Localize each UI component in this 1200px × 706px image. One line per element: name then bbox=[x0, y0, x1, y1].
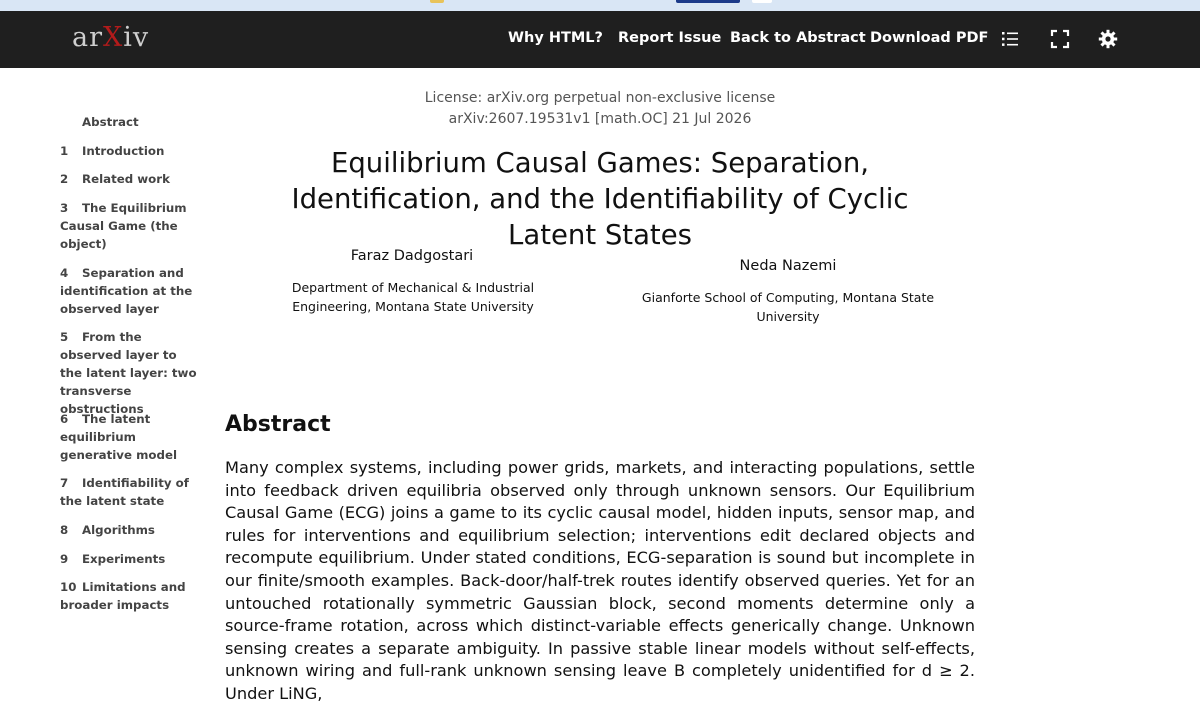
toc-item-algorithms[interactable]: 8 Algorithms bbox=[60, 523, 155, 537]
author-affiliation: Gianforte School of Computing, Montana State University bbox=[641, 290, 935, 324]
settings-icon[interactable] bbox=[1097, 28, 1119, 50]
button-fragment[interactable] bbox=[752, 0, 772, 3]
toc-item-label: Introduction bbox=[82, 144, 165, 158]
toc-item-abstract[interactable] bbox=[60, 113, 200, 131]
toc-item-separation[interactable]: 4 Separation and identification at the observed layer bbox=[60, 266, 193, 316]
abstract-heading: Abstract bbox=[225, 412, 331, 437]
toc-item-label: Experiments bbox=[82, 552, 166, 566]
toc-item-label: Separation and identification at the observed layer bbox=[60, 266, 193, 316]
author-name: Neda Nazemi bbox=[739, 258, 837, 274]
toc-item-equilibrium-causal-game[interactable]: 3 The Equilibrium Causal Game (the object) bbox=[60, 201, 187, 251]
toc-item-label: The latent equilibrium generative model bbox=[60, 412, 177, 462]
toc-item-label: Related work bbox=[82, 172, 170, 186]
toc-item-related-work[interactable]: 2 Related work bbox=[60, 172, 170, 186]
toc-item-label: Limitations and broader impacts bbox=[60, 580, 186, 612]
why-html-link[interactable]: Why HTML? bbox=[508, 30, 603, 46]
toc-item-introduction[interactable]: 1 Introduction bbox=[60, 144, 165, 158]
report-issue-link[interactable]: Report Issue bbox=[618, 30, 722, 46]
arxiv-identifier: arXiv:2607.19531v1 [math.OC] 21 Jul 2026 bbox=[448, 111, 752, 127]
download-pdf-link[interactable]: Download PDF bbox=[870, 30, 989, 46]
author-affiliation: Department of Mechanical & Industrial Engineering, Montana State University bbox=[291, 280, 535, 314]
emoji-icon bbox=[430, 0, 444, 3]
top-nav-bar bbox=[0, 11, 1200, 68]
toc-item-label: Identifiability of the latent state bbox=[60, 476, 189, 508]
author-name: Faraz Dadgostari bbox=[350, 248, 474, 264]
toc-item-observed-to-latent[interactable]: 5 From the observed layer to the latent layer: two transverse obstructions bbox=[60, 330, 197, 416]
toc-item-identifiability[interactable]: 7 Identifiability of the latent state bbox=[60, 476, 189, 508]
toc-item-label: The Equilibrium Causal Game (the object) bbox=[60, 201, 187, 251]
paper-title: Equilibrium Causal Games: Separation, Identification, and the Identifiability of Cyclic Latent States bbox=[291, 147, 909, 251]
link-fragment[interactable] bbox=[676, 0, 740, 3]
back-to-abstract-link[interactable]: Back to Abstract bbox=[730, 30, 866, 46]
toc-item-limitations[interactable]: 10 Limitations and broader impacts bbox=[60, 580, 186, 612]
fullscreen-icon[interactable] bbox=[1049, 28, 1071, 50]
abstract-text: Many complex systems, including power grids, markets, and interacting populations, settle into feedback driven equilibria observed only through unknown sensors. Our Equilibrium Causal Game (ECG) joins a game to its cyclic causal model, hidden inputs, sensor map, and rules for interventions and equilibrium selection; interventions edit declared objects and recompute equilibrium. Under stated conditions, ECG-separation is sound but incomplete in our finite/smooth examples. Back-door/half-trek routes identify observed queries. Yet for an untouched rotationally symmetric Gaussian block, second moments determine only a source-frame rotation, across which distinct-variable effects generically change. Unknown sensing creates a separate ambiguity. In passive stable linear models without self-effects, unknown wiring and full-rank unknown sensing leave B completely unidentified for d ≥ 2. Under LiNG, bbox=[225, 458, 975, 703]
toc-item-label: Abstract bbox=[82, 115, 139, 129]
toc-item-latent-model[interactable]: 6 The latent equilibrium generative model bbox=[60, 412, 177, 462]
list-icon[interactable] bbox=[999, 28, 1021, 50]
toc-item-label: From the observed layer to the latent layer: two transverse obstructions bbox=[60, 330, 197, 416]
notification-strip bbox=[0, 0, 1200, 11]
license-text: License: arXiv.org perpetual non-exclusive license bbox=[424, 90, 776, 106]
arxiv-logo[interactable]: arXiv bbox=[72, 22, 150, 53]
toc-item-label: Algorithms bbox=[82, 523, 155, 537]
toc-item-experiments[interactable]: 9 Experiments bbox=[60, 552, 166, 566]
